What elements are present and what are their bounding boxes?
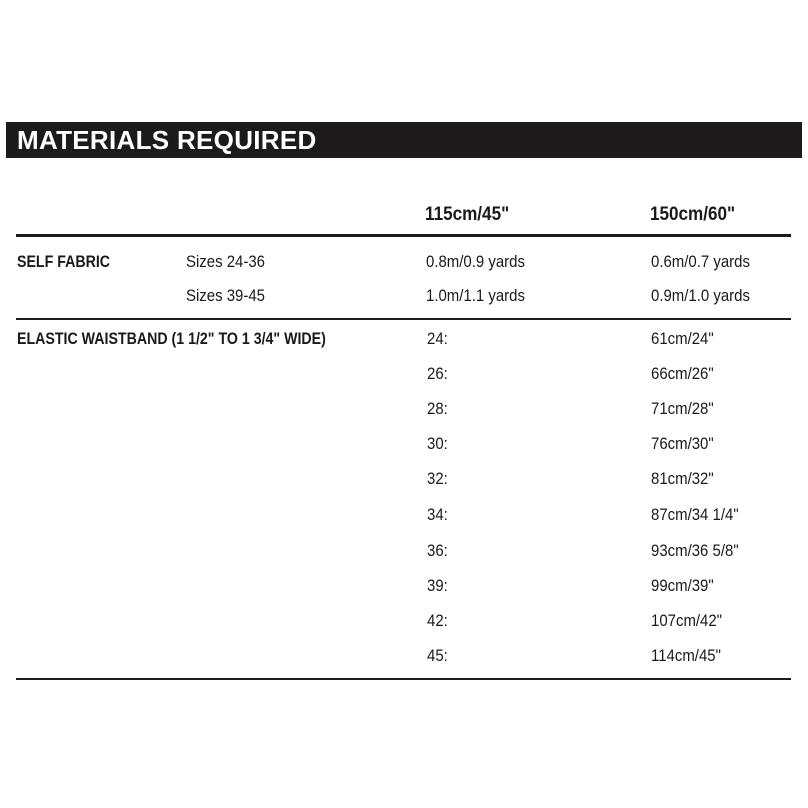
self-fabric-115cm-value: 0.8m/0.9 yards <box>426 252 525 271</box>
section-banner <box>6 122 802 158</box>
elastic-length: 66cm/26" <box>651 364 714 383</box>
column-header-150cm: 150cm/60" <box>650 204 736 225</box>
elastic-size: 24: <box>427 329 448 348</box>
elastic-length: 87cm/34 1/4" <box>651 505 739 524</box>
elastic-length: 93cm/36 5/8" <box>651 541 739 560</box>
elastic-length: 114cm/45" <box>651 646 721 665</box>
column-header-115cm: 115cm/45" <box>425 204 510 225</box>
elastic-size: 32: <box>427 469 448 488</box>
elastic-waistband-label: ELASTIC WAISTBAND (1 1/2" TO 1 3/4" WIDE) <box>17 330 326 348</box>
elastic-length: 107cm/42" <box>651 611 723 630</box>
elastic-size: 45: <box>427 646 448 665</box>
table-bottom-rule <box>16 678 791 680</box>
elastic-length: 61cm/24" <box>651 329 714 348</box>
elastic-size: 34: <box>427 505 448 524</box>
header-rule <box>16 234 791 237</box>
self-fabric-sizes: Sizes 39-45 <box>186 286 266 305</box>
elastic-size: 42: <box>427 611 448 630</box>
elastic-size: 30: <box>427 434 448 453</box>
elastic-size: 36: <box>427 541 448 560</box>
elastic-length: 99cm/39" <box>651 576 714 595</box>
section-divider <box>16 318 791 320</box>
self-fabric-150cm-value: 0.6m/0.7 yards <box>651 252 750 271</box>
elastic-size: 26: <box>427 364 448 383</box>
elastic-length: 76cm/30" <box>651 434 714 453</box>
self-fabric-label: SELF FABRIC <box>17 253 111 271</box>
self-fabric-115cm-value: 1.0m/1.1 yards <box>426 286 525 305</box>
self-fabric-150cm-value: 0.9m/1.0 yards <box>651 286 750 305</box>
elastic-length: 71cm/28" <box>651 399 714 418</box>
self-fabric-sizes: Sizes 24-36 <box>186 252 266 271</box>
section-title: MATERIALS REQUIRED <box>17 125 317 155</box>
elastic-length: 81cm/32" <box>651 469 714 488</box>
elastic-size: 28: <box>427 399 448 418</box>
elastic-size: 39: <box>427 576 448 595</box>
